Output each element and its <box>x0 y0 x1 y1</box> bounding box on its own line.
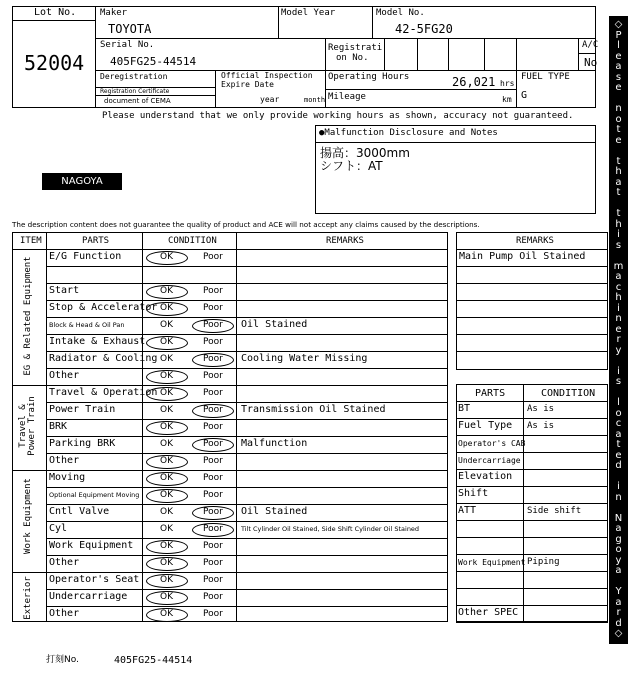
group-eg-related: EG & Related Equipment <box>23 256 33 376</box>
ok-option[interactable]: OK <box>160 592 173 602</box>
maker-value: TOYOTA <box>108 22 152 36</box>
ok-option[interactable]: OK <box>160 490 173 500</box>
registration-label-2: on No. <box>336 53 369 63</box>
model-no-value: 42-5FG20 <box>395 22 453 36</box>
side-part-name: Undercarriage <box>458 456 521 465</box>
group-travel-power: Travel & Power Train <box>18 396 38 456</box>
side-part-name: BT <box>458 403 471 414</box>
part-name: Power Train <box>49 404 116 415</box>
selected-condition-marker <box>192 353 234 367</box>
selected-condition-marker <box>146 387 188 401</box>
header-condition: CONDITION <box>168 236 217 246</box>
selected-condition-marker <box>146 472 188 486</box>
side-part-name: ATT <box>458 505 477 516</box>
serial-value: 405FG25-44514 <box>110 55 197 68</box>
part-name: Other <box>49 608 80 619</box>
ok-option[interactable]: OK <box>160 371 173 381</box>
malfunction-line-1: 揚高：3000mm <box>320 146 410 160</box>
poor-option[interactable]: Poor <box>203 507 223 517</box>
part-name: Other <box>49 557 80 568</box>
ok-option[interactable]: OK <box>160 422 173 432</box>
selected-condition-marker <box>192 404 234 418</box>
poor-option[interactable]: Poor <box>203 456 223 466</box>
model-year-label: Model Year <box>281 8 336 18</box>
lot-number: 52004 <box>24 51 85 75</box>
poor-option[interactable]: Poor <box>203 609 223 619</box>
side-part-name: Fuel Type <box>458 420 513 431</box>
ok-option[interactable]: OK <box>160 558 173 568</box>
ok-option[interactable]: OK <box>160 524 173 534</box>
accuracy-notice: Please understand that we only provide working hours as shown, accuracy not guaranteed. <box>102 111 574 121</box>
ok-option[interactable]: OK <box>160 541 173 551</box>
registration-label: Registrati <box>328 43 383 53</box>
part-name: Stop & Accelerator <box>49 302 158 313</box>
selected-condition-marker <box>192 319 234 333</box>
selected-condition-marker <box>192 438 234 452</box>
malfunction-line-2: シフト：AT <box>320 159 383 173</box>
op-hours-label: Operating Hours <box>328 72 410 82</box>
footer-label: 打刻No. <box>46 655 79 665</box>
fuel-label: FUEL TYPE <box>521 72 570 82</box>
part-name: BRK <box>49 421 68 432</box>
part-name: Parking BRK <box>49 438 116 449</box>
side-parts-header: PARTS <box>475 388 506 399</box>
ok-option[interactable]: OK <box>160 439 173 449</box>
malfunction-title: ●Malfunction Disclosure and Notes <box>319 128 498 138</box>
part-name: Optional Equipment Moving <box>49 491 140 499</box>
ac-label: A/C <box>582 40 599 50</box>
ok-option[interactable]: OK <box>160 320 173 330</box>
hrs-unit: hrs <box>500 79 515 88</box>
poor-option[interactable]: Poor <box>203 558 223 568</box>
part-name: Radiator & Cooling <box>49 353 158 364</box>
ok-option[interactable]: OK <box>160 473 173 483</box>
selected-condition-marker <box>146 540 188 554</box>
year-label: year <box>260 95 280 104</box>
ok-option[interactable]: OK <box>160 388 173 398</box>
poor-option[interactable]: Poor <box>203 439 223 449</box>
poor-option[interactable]: Poor <box>203 524 223 534</box>
ac-value: No <box>584 56 598 69</box>
side-part-name: Shift <box>458 488 489 499</box>
ok-option[interactable]: OK <box>160 405 173 415</box>
part-name: Operator's Seat <box>49 574 140 585</box>
poor-option[interactable]: Poor <box>203 592 223 602</box>
ok-option[interactable]: OK <box>160 507 173 517</box>
selected-condition-marker <box>146 421 188 435</box>
part-name: Travel & Operation <box>49 387 158 398</box>
footer-value: 405FG25-44514 <box>114 655 193 666</box>
ok-option[interactable]: OK <box>160 286 173 296</box>
selected-condition-marker <box>146 251 188 265</box>
part-name: Other <box>49 455 80 466</box>
remark-text: Oil Stained <box>241 319 308 330</box>
poor-option[interactable]: Poor <box>203 337 223 347</box>
selected-condition-marker <box>146 302 188 316</box>
part-name: Intake & Exhaust <box>49 336 146 347</box>
location-badge: NAGOYA <box>42 173 122 190</box>
part-name: Start <box>49 285 80 296</box>
serial-label: Serial No. <box>100 40 155 50</box>
ok-option[interactable]: OK <box>160 252 173 262</box>
ok-option[interactable]: OK <box>160 575 173 585</box>
poor-option[interactable]: Poor <box>203 252 223 262</box>
selected-condition-marker <box>146 336 188 350</box>
selected-condition-marker <box>146 591 188 605</box>
remark-text: Cooling Water Missing <box>241 353 368 364</box>
inspection-label: Official Inspection <box>221 71 313 80</box>
part-name: Other <box>49 370 80 381</box>
side-part-name: Other SPEC <box>458 607 519 618</box>
op-hours-value: 26,021 <box>452 75 496 89</box>
selected-condition-marker <box>146 370 188 384</box>
inspection-label-2: Expire Date <box>221 80 274 89</box>
side-part-condition: As is <box>527 421 555 431</box>
poor-option[interactable]: Poor <box>203 354 223 364</box>
selected-condition-marker <box>192 506 234 520</box>
header-remarks: REMARKS <box>326 236 364 246</box>
poor-option[interactable]: Poor <box>203 388 223 398</box>
remark-text: Tilt Cylinder Oil Stained, Side Shift Cylinder Oil Stained <box>241 525 420 533</box>
reg-cert-label: Registration Certificate <box>100 88 170 95</box>
disclaimer: The description content does not guarantee the quality of product and ACE will not accept any claims caused by the descriptions. <box>12 220 480 229</box>
group-exterior: Exterior <box>23 576 33 620</box>
part-name: Undercarriage <box>49 591 128 602</box>
month-label: month <box>304 96 326 104</box>
side-part-condition: Piping <box>527 557 560 567</box>
location-note-sidebar: ◇ P l e a s e n o t e t h a t t h i s m a c h i n e r y i s l o c a t e d i n N a g o y a Y a r d ◇ <box>609 16 628 644</box>
poor-option[interactable]: Poor <box>203 286 223 296</box>
poor-option[interactable]: Poor <box>203 473 223 483</box>
group-work-equipment: Work Equipment <box>23 478 33 554</box>
poor-option[interactable]: Poor <box>203 371 223 381</box>
remark-text: Oil Stained <box>241 506 308 517</box>
ok-option[interactable]: OK <box>160 337 173 347</box>
part-name: E/G Function <box>49 251 122 262</box>
ok-option[interactable]: OK <box>160 303 173 313</box>
side-part-condition: As is <box>527 404 555 414</box>
poor-option[interactable]: Poor <box>203 303 223 313</box>
poor-option[interactable]: Poor <box>203 541 223 551</box>
ok-option[interactable]: OK <box>160 609 173 619</box>
lot-label: Lot No. <box>34 7 77 18</box>
remark-text: Malfunction <box>241 438 308 449</box>
ok-option[interactable]: OK <box>160 456 173 466</box>
selected-condition-marker <box>146 557 188 571</box>
model-no-label: Model No. <box>376 8 425 18</box>
poor-option[interactable]: Poor <box>203 575 223 585</box>
selected-condition-marker <box>146 285 188 299</box>
km-unit: km <box>502 95 512 104</box>
selected-condition-marker <box>146 574 188 588</box>
fuel-value: G <box>521 90 528 101</box>
side-part-name: Elevation <box>458 471 513 482</box>
ok-option[interactable]: OK <box>160 354 173 364</box>
side-remark-text: Main Pump Oil Stained <box>459 251 586 262</box>
side-part-condition: Side shift <box>527 506 582 516</box>
part-name: Cyl <box>49 523 68 534</box>
part-name: Cntl Valve <box>49 506 110 517</box>
mileage-label: Mileage <box>328 92 366 102</box>
maker-label: Maker <box>100 8 128 18</box>
header-parts: PARTS <box>82 236 110 246</box>
poor-option[interactable]: Poor <box>203 405 223 415</box>
selected-condition-marker <box>192 523 234 537</box>
part-name: Moving <box>49 472 86 483</box>
side-part-name: Operator's CAB <box>458 439 526 448</box>
poor-option[interactable]: Poor <box>203 490 223 500</box>
part-name: Block & Head & Oil Pan <box>49 321 125 329</box>
side-condition-header: CONDITION <box>541 388 596 399</box>
remark-text: Transmission Oil Stained <box>241 404 386 415</box>
selected-condition-marker <box>146 455 188 469</box>
poor-option[interactable]: Poor <box>203 422 223 432</box>
part-name: Work Equipment <box>49 540 134 551</box>
side-part-name: Work Equipment <box>458 558 526 567</box>
poor-option[interactable]: Poor <box>203 320 223 330</box>
header-item: ITEM <box>20 236 42 246</box>
selected-condition-marker <box>146 489 188 503</box>
side-remarks-header: REMARKS <box>516 236 554 246</box>
selected-condition-marker <box>146 608 188 622</box>
cema-label: document of CEMA <box>104 97 171 105</box>
dereg-label: Deregistration <box>100 72 168 81</box>
